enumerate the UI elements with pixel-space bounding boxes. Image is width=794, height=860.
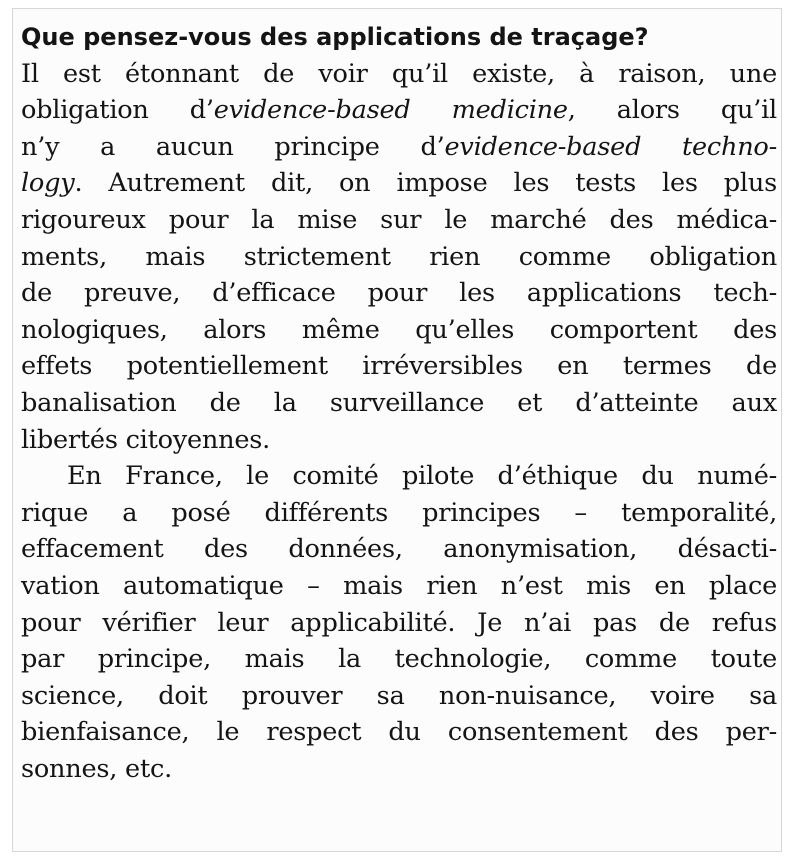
paragraph-2-line-2: rique a posé différents principes – temporalité, xyxy=(21,497,777,528)
paragraph-1-line-8: nologiques, alors même qu’elles comportent des xyxy=(21,314,777,345)
paragraph-1-line-10: banalisation de la surveillance et d’atteinte aux xyxy=(21,387,777,418)
paragraph-2-line-4: vation automatique – mais rien n’est mis en place xyxy=(21,570,777,601)
paragraph-1-line-7: de preuve, d’efficace pour les applications tech- xyxy=(21,278,777,309)
paragraph-2-line-1: En France, le comité pilote d’éthique du numé- xyxy=(67,461,777,492)
text-run: n’y a aucun principe d’ xyxy=(21,131,445,162)
paragraph-1-line-1: Il est étonnant de voir qu’il existe, à raison, une xyxy=(21,58,777,89)
emphasis-run: evidence-based techno- xyxy=(444,131,777,162)
paragraph-1-line-11: libertés citoyennes. xyxy=(21,424,271,455)
article-heading: Que pensez-vous des applications de traçage? xyxy=(21,23,649,51)
paragraph-2-line-9: sonnes, etc. xyxy=(21,753,172,784)
paragraph-2 xyxy=(21,458,777,787)
emphasis-run: evidence-based medicine xyxy=(213,95,568,126)
paragraph-2-line-7: science, doit prouver sa non-nuisance, voire sa xyxy=(21,680,777,711)
paragraph-2-line-5: pour vérifier leur applicabilité. Je n’ai pas de refus xyxy=(21,607,777,638)
paragraph-1-line-4 xyxy=(21,165,777,202)
paragraph-1 xyxy=(21,56,777,459)
text-run: , alors qu’il xyxy=(567,95,777,126)
paragraph-2-line-8: bienfaisance, le respect du consentement des per- xyxy=(21,717,777,748)
paragraph-1-line-9: effets potentiellement irréversibles en termes de xyxy=(21,351,777,382)
text-run: obligation d’ xyxy=(21,95,214,126)
emphasis-run: logy xyxy=(21,168,75,199)
heading-row xyxy=(21,19,777,56)
paragraph-1-line-5: rigoureux pour la mise sur le marché des médica- xyxy=(21,204,777,235)
article-column xyxy=(21,19,777,787)
paragraph-2-line-6: par principe, mais la technologie, comme toute xyxy=(21,644,777,675)
paragraph-1-line-6: ments, mais strictement rien comme obligation xyxy=(21,241,777,272)
paragraph-2-line-3: effacement des données, anonymisation, désacti- xyxy=(21,534,777,565)
article-clipping xyxy=(12,8,782,852)
paragraph-1-line-3 xyxy=(21,129,777,166)
paragraph-1-line-2 xyxy=(21,92,777,129)
text-run: . Autrement dit, on impose les tests les plus xyxy=(74,168,777,199)
